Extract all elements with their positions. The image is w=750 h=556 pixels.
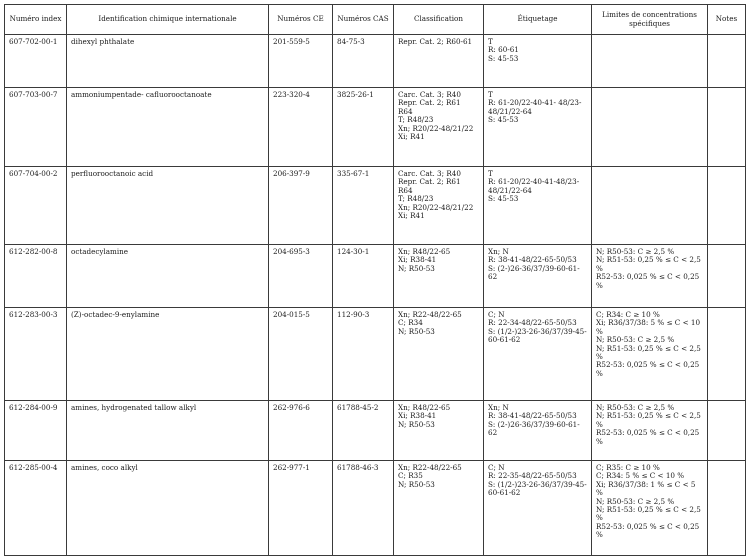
- concentration-limits-cell-line: C; R34: 5 % ≤ C < 10 %: [596, 471, 685, 481]
- concentration-limits-cell-line: N; R50-53: C ≥ 2,5 %: [596, 496, 675, 506]
- concentration-limits-cell-line: C; R35: C ≥ 10 %: [596, 463, 660, 472]
- classification-cell: [394, 245, 484, 308]
- table-row: [5, 461, 746, 556]
- table-row: [5, 35, 746, 88]
- cas-number-cell: 84-75-3: [333, 35, 394, 88]
- labelling-cell: [484, 308, 592, 401]
- classification-cell-line: Repr. Cat. 2; R60-61: [398, 37, 473, 46]
- concentration-limits-cell-line: N; R51-53: 0,25 % ≤ C < 2,5 %: [596, 411, 704, 429]
- labelling-cell-line: Xn; N: [488, 247, 509, 256]
- chemical-name-cell: ammoniumpentade- cafluorooctanoate: [67, 88, 269, 167]
- classification-cell-line: R64: [398, 106, 413, 116]
- concentration-limits-cell-line: N; R50-53: C ≥ 2,5 %: [596, 335, 675, 345]
- ec-number-cell: 204-015-5: [269, 308, 333, 401]
- header-limits: Limites de concentrations spécifiques: [592, 5, 708, 35]
- concentration-limits-cell-line: Xi; R36/37/38: 1 % ≤ C < 5 %: [596, 479, 698, 498]
- concentration-limits-cell-line: R52-53: 0,025 % ≤ C < 0,25 %: [596, 521, 702, 540]
- notes-cell: [708, 167, 746, 245]
- header-notes: Notes: [708, 5, 746, 35]
- classification-cell-line: T; R48/23: [398, 194, 434, 204]
- labelling-cell: [484, 461, 592, 556]
- chemical-name-cell: perfluorooctanoic acid: [67, 167, 269, 245]
- index-number-cell: 612-282-00-8: [5, 245, 67, 308]
- header-classification: Classification: [394, 5, 484, 35]
- labelling-cell: [484, 401, 592, 461]
- classification-cell-line: Xn; R22-48/22-65: [398, 463, 462, 472]
- concentration-limits-cell-line: N; R50-53: C ≥ 2,5 %: [596, 247, 675, 256]
- labelling-cell: [484, 245, 592, 308]
- table-row: [5, 308, 746, 401]
- classification-cell-line: R64: [398, 185, 413, 195]
- classification-cell-line: Xi; R41: [398, 132, 425, 142]
- concentration-limits-cell: [592, 35, 708, 88]
- notes-cell: [708, 401, 746, 461]
- classification-cell-line: Xi; R41: [398, 211, 425, 221]
- labelling-cell-line: R: 22-34-48/22-65-50/53: [488, 318, 577, 328]
- chemical-name-cell: octadecylamine: [67, 245, 269, 308]
- labelling-cell-line: R: 22-35-48/22-65-50/53: [488, 471, 577, 481]
- classification-cell-line: N; R50-53: [398, 326, 435, 336]
- cas-number-cell: 112-90-3: [333, 308, 394, 401]
- header-row: [5, 5, 746, 35]
- ec-number-cell: 223-320-4: [269, 88, 333, 167]
- ec-number-cell: 262-976-6: [269, 401, 333, 461]
- header-name: Identification chimique internationale: [67, 5, 269, 35]
- labelling-cell: [484, 88, 592, 167]
- labelling-cell: [484, 35, 592, 88]
- labelling-cell-line: S: 45-53: [488, 53, 519, 63]
- cas-number-cell: 124-30-1: [333, 245, 394, 308]
- classification-cell-line: Carc. Cat. 3; R40: [398, 90, 461, 99]
- concentration-limits-cell-line: N; R51-53: 0,25 % ≤ C < 2,5 %: [596, 505, 704, 523]
- concentration-limits-cell-line: Xi; R36/37/38: 5 % ≤ C < 10 %: [596, 318, 703, 336]
- labelling-cell-line: C; N: [488, 463, 505, 472]
- header-labelling: Étiquetage: [484, 5, 592, 35]
- table-row: [5, 401, 746, 461]
- cas-number-cell: 3825-26-1: [333, 88, 394, 167]
- concentration-limits-cell-line: C; R34: C ≥ 10 %: [596, 310, 660, 319]
- labelling-cell-line: R: 61-20/22-40-41-48/23-48/21/22-64: [488, 177, 580, 195]
- header-cas: Numéros CAS: [333, 5, 394, 35]
- labelling-cell: [484, 167, 592, 245]
- labelling-cell-line: S: (2-)26-36/37/39-60-61-62: [488, 419, 580, 438]
- classification-cell-line: Xn; R48/22-65: [398, 403, 451, 412]
- labelling-cell-line: T: [488, 169, 493, 178]
- ec-number-cell: 262-977-1: [269, 461, 333, 556]
- classification-cell-line: Xn; R48/22-65: [398, 247, 451, 256]
- labelling-cell-line: R: 60-61: [488, 45, 519, 55]
- cas-number-cell: 61788-45-2: [333, 401, 394, 461]
- classification-cell-line: Carc. Cat. 3; R40: [398, 169, 461, 178]
- cas-number-cell: 61788-46-3: [333, 461, 394, 556]
- concentration-limits-cell-line: N; R50-53: C ≥ 2,5 %: [596, 403, 675, 412]
- chemical-name-cell: amines, coco alkyl: [67, 461, 269, 556]
- classification-cell-line: C; R34: [398, 318, 423, 328]
- notes-cell: [708, 245, 746, 308]
- classification-cell-line: T; R48/23: [398, 115, 434, 125]
- classification-cell-line: Repr. Cat. 2; R61: [398, 98, 461, 108]
- index-number-cell: 607-704-00-2: [5, 167, 67, 245]
- classification-cell-line: Xn; R22-48/22-65: [398, 310, 462, 319]
- classification-cell-line: Xi; R38-41: [398, 255, 437, 265]
- concentration-limits-cell: [592, 401, 708, 461]
- labelling-cell-line: T: [488, 37, 493, 46]
- classification-cell: [394, 88, 484, 167]
- header-ec: Numéros CE: [269, 5, 333, 35]
- header-index: Numéro index: [5, 5, 67, 35]
- concentration-limits-cell: [592, 167, 708, 245]
- labelling-cell-line: C; N: [488, 310, 505, 319]
- labelling-cell-line: R: 61-20/22-40-41- 48/23-48/21/22-64: [488, 98, 582, 116]
- classification-cell-line: Xn; R20/22-48/21/22: [398, 202, 474, 212]
- concentration-limits-cell: [592, 308, 708, 401]
- table-row: [5, 88, 746, 167]
- table-row: [5, 245, 746, 308]
- table-row: [5, 167, 746, 245]
- labelling-cell-line: S: 45-53: [488, 194, 519, 204]
- notes-cell: [708, 461, 746, 556]
- labelling-cell-line: T: [488, 90, 493, 99]
- ec-number-cell: 204-695-3: [269, 245, 333, 308]
- index-number-cell: 612-283-00-3: [5, 308, 67, 401]
- concentration-limits-cell-line: N; R51-53: 0,25 % ≤ C < 2,5 %: [596, 255, 704, 273]
- index-number-cell: 612-284-00-9: [5, 401, 67, 461]
- classification-cell: [394, 167, 484, 245]
- concentration-limits-cell: [592, 245, 708, 308]
- classification-cell: [394, 401, 484, 461]
- index-number-cell: 612-285-00-4: [5, 461, 67, 556]
- index-number-cell: 607-702-00-1: [5, 35, 67, 88]
- concentration-limits-cell-line: R52-53: 0,025 % ≤ C < 0,25 %: [596, 360, 702, 378]
- chemical-name-cell: amines, hydrogenated tallow alkyl: [67, 401, 269, 461]
- classification-cell-line: C; R35: [398, 471, 423, 481]
- concentration-limits-cell-line: R52-53: 0,025 % ≤ C < 0,25 %: [596, 272, 702, 290]
- labelling-cell-line: S: (2-)26-36/37/39-60-61-62: [488, 263, 580, 282]
- classification-cell: [394, 308, 484, 401]
- notes-cell: [708, 35, 746, 88]
- classification-cell: [394, 35, 484, 88]
- classification-cell-line: N; R50-53: [398, 263, 435, 273]
- concentration-limits-cell: [592, 88, 708, 167]
- concentration-limits-cell: [592, 461, 708, 556]
- ec-number-cell: 206-397-9: [269, 167, 333, 245]
- classification-cell-line: Xi; R38-41: [398, 411, 437, 421]
- classification-cell-line: Xn; R20/22-48/21/22: [398, 123, 474, 133]
- labelling-cell-line: S: 45-53: [488, 115, 519, 125]
- substance-table: [4, 4, 746, 556]
- classification-cell: [394, 461, 484, 556]
- classification-cell-line: N; R50-53: [398, 419, 435, 429]
- labelling-cell-line: R: 38-41-48/22-65-50/53: [488, 411, 577, 421]
- classification-cell-line: Repr. Cat. 2; R61: [398, 177, 461, 187]
- labelling-cell-line: R: 38-41-48/22-65-50/53: [488, 255, 577, 265]
- ec-number-cell: 201-559-5: [269, 35, 333, 88]
- notes-cell: [708, 88, 746, 167]
- regulation-table-page: [4, 4, 746, 556]
- labelling-cell-line: Xn; N: [488, 403, 509, 412]
- cas-number-cell: 335-67-1: [333, 167, 394, 245]
- labelling-cell-line: S: (1/2-)23-26-36/37/39-45-60-61-62: [488, 326, 587, 345]
- table-body: [5, 35, 746, 556]
- concentration-limits-cell-line: N; R51-53: 0,25 % ≤ C < 2,5 %: [596, 343, 704, 362]
- chemical-name-cell: (Z)-octadec-9-enylamine: [67, 308, 269, 401]
- concentration-limits-cell-line: R52-53: 0,025 % ≤ C < 0,25 %: [596, 428, 702, 446]
- index-number-cell: 607-703-00-7: [5, 88, 67, 167]
- chemical-name-cell: dihexyl phthalate: [67, 35, 269, 88]
- notes-cell: [708, 308, 746, 401]
- classification-cell-line: N; R50-53: [398, 479, 435, 489]
- labelling-cell-line: S: (1/2-)23-26-36/37/39-45-60-61-62: [488, 479, 587, 498]
